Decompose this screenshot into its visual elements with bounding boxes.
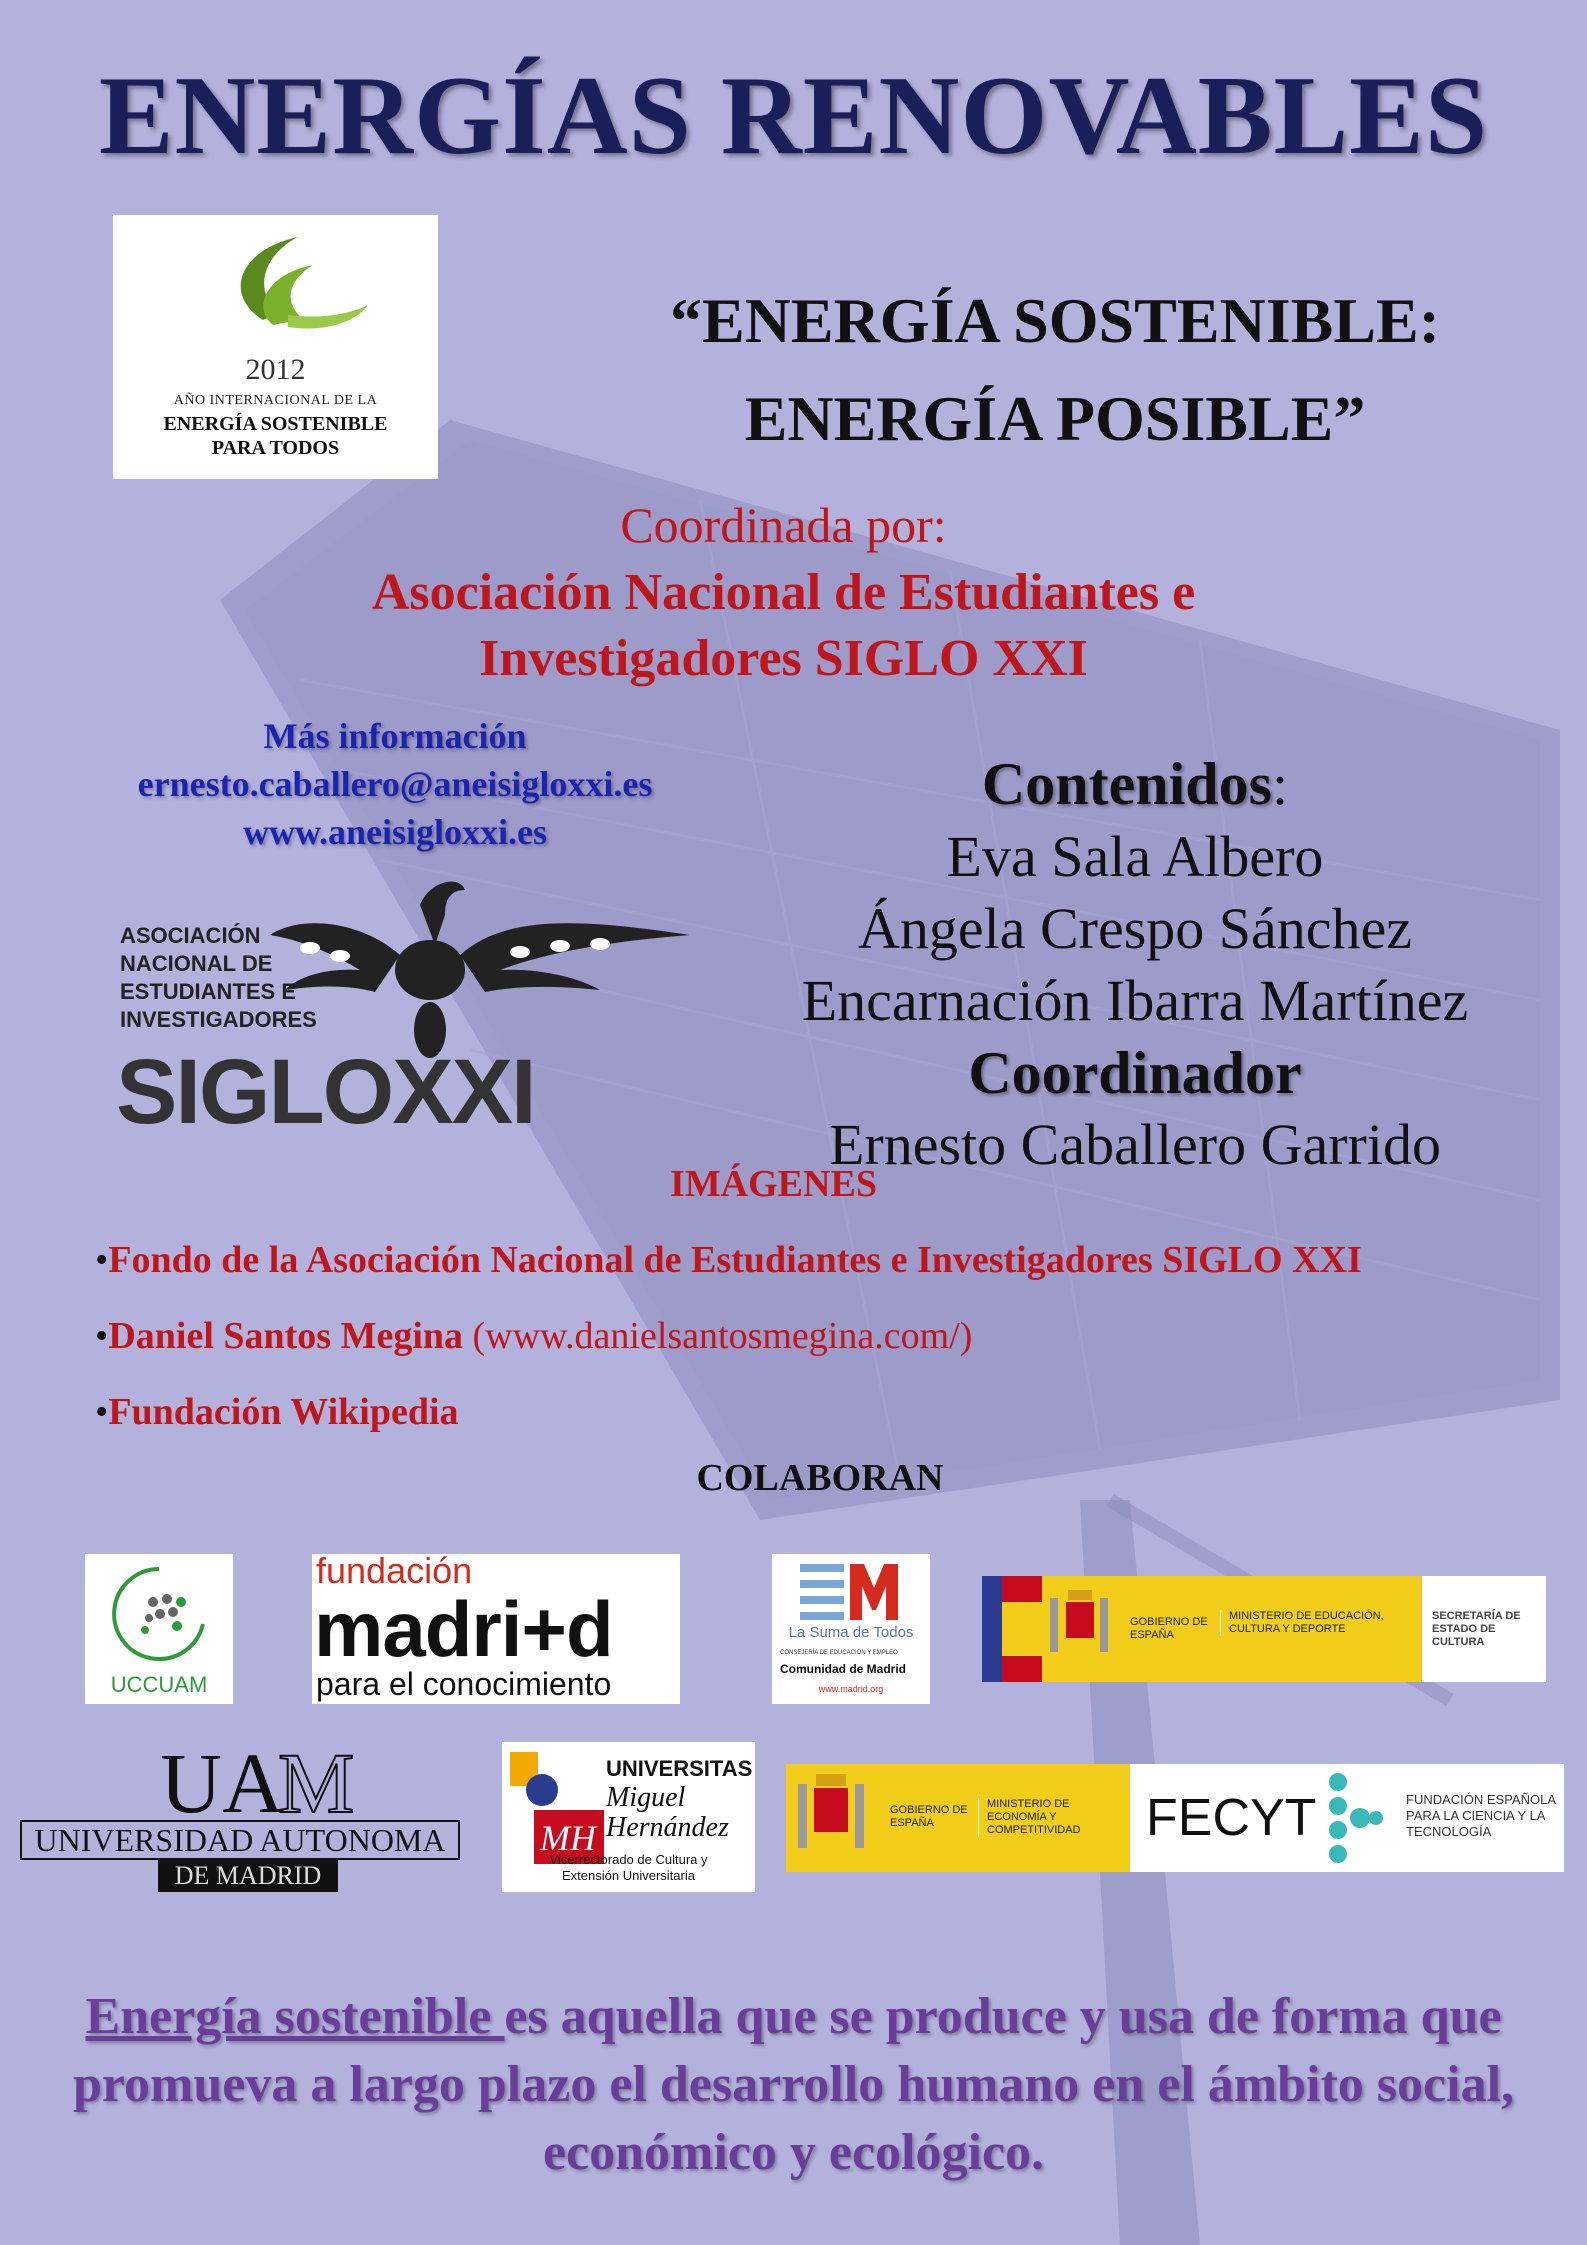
siglo-line4: INVESTIGADORES — [120, 1007, 317, 1032]
slogan — [540, 272, 1570, 468]
umh-line4: Vicerrectorado de Cultura y — [549, 1852, 708, 1867]
fecyt-gob-espana: GOBIERNO DE ESPAÑA — [890, 1804, 968, 1829]
umh-logo — [502, 1742, 755, 1892]
siglo-line1: ASOCIACIÓN — [120, 923, 261, 948]
umh-line2: Miguel — [606, 1782, 686, 1813]
spain-flag-icon — [982, 1576, 1042, 1682]
uam-line2: DE MADRID — [158, 1860, 338, 1892]
svg-text:M: M — [278, 1742, 355, 1822]
cm-tagline: La Suma de Todos — [788, 1624, 914, 1641]
bullet: • — [95, 1239, 109, 1281]
svg-text:MH: MH — [540, 1818, 596, 1858]
author-3: Encarnación Ibarra Martínez — [801, 968, 1469, 1033]
credit-1 — [95, 1238, 1362, 1282]
umh-line5: Extensión Universitaria — [562, 1868, 695, 1883]
fmadrid-mid: madri+d — [314, 1585, 613, 1673]
credit-2-url[interactable]: (www.danielsantosmegina.com/) — [463, 1315, 973, 1357]
uam-line1: UNIVERSIDAD AUTONOMA — [20, 1820, 460, 1860]
logo-line2: ENERGÍA SOSTENIBLE — [163, 413, 388, 435]
sustainable-energy-definition — [60, 1983, 1527, 2187]
fecyt-full-name: FUNDACIÓN ESPAÑOLA PARA LA CIENCIA Y LA TECNOLOGÍA — [1406, 1792, 1556, 1839]
credit-2-name: Daniel Santos Megina — [108, 1315, 464, 1357]
logo-year: 2012 — [245, 353, 306, 386]
cm-name: Comunidad de Madrid — [780, 1662, 906, 1676]
contents-colon: : — [1271, 752, 1289, 817]
definition-term: Energía sostenible — [85, 1988, 505, 2045]
contact-email[interactable]: ernesto.caballero@aneisigloxxi.es — [137, 764, 653, 804]
contents-section — [735, 748, 1535, 1181]
author-1: Eva Sala Albero — [946, 824, 1324, 889]
siglo-name: SIGLOXXI — [116, 1041, 535, 1143]
ministerio-educacion-logo — [982, 1576, 1546, 1682]
uam-monogram-icon — [20, 1742, 460, 1822]
comunidad-madrid-logo — [772, 1554, 930, 1704]
mecd-secretaria: SECRETARÍA DE ESTADO DE CULTURA — [1432, 1610, 1521, 1648]
coordinator-name: Ernesto Caballero Garrido — [828, 1112, 1441, 1177]
credit-1-text: Fondo de la Asociación Nacional de Estudiantes e Investigadores SIGLO XXI — [108, 1239, 1362, 1281]
cm-url: www.madrid.org — [818, 1684, 884, 1694]
cm-sub: CONSEJERÍA DE EDUCACIÓN Y EMPLEO — [780, 1650, 898, 1656]
website-link[interactable]: www.aneisigloxxi.es — [242, 812, 547, 852]
svg-text:UA: UA — [160, 1742, 285, 1822]
uam-logo — [20, 1742, 460, 1892]
coordinating-organization — [0, 560, 1567, 692]
mecd-ministerio: MINISTERIO DE EDUCACIÓN, CULTURA Y DEPORTE — [1220, 1610, 1419, 1636]
uccuam-logo — [85, 1554, 233, 1704]
coat-of-arms-icon — [792, 1768, 872, 1868]
org-line1: Asociación Nacional de Estudiantes e — [371, 564, 1196, 621]
mecd-gob-espana: GOBIERNO DE ESPAÑA — [1130, 1616, 1208, 1641]
contents-heading: Contenidos — [981, 751, 1272, 817]
swoosh-icon — [113, 215, 438, 355]
bullet: • — [95, 1315, 109, 1357]
umh-line1: UNIVERSITAS — [606, 1756, 753, 1781]
page-title: ENERGÍAS RENOVABLES — [98, 54, 1489, 178]
logo-2012-sustainable-energy — [113, 215, 438, 479]
logo-line3: PARA TODOS — [211, 437, 340, 459]
sigloxxi-logo — [100, 860, 700, 1150]
fundacion-madrid-logo — [312, 1550, 680, 1704]
fecyt-mineco: MINISTERIO DE ECONOMÍA Y COMPETITIVIDAD — [978, 1798, 1127, 1837]
author-2: Ángela Crespo Sánchez — [857, 896, 1413, 961]
org-line2: Investigadores SIGLO XXI — [479, 630, 1088, 687]
more-info — [40, 712, 750, 856]
uccuam-text: UCCUAM — [110, 1672, 208, 1697]
images-heading: IMÁGENES — [670, 1163, 877, 1205]
fecyt-name: FECYT — [1146, 1789, 1317, 1847]
fecyt-logo — [786, 1764, 1564, 1872]
fmadrid-bot: para el conocimiento — [316, 1666, 612, 1702]
umh-line3: Hernández — [606, 1812, 729, 1843]
more-info-heading: Más información — [263, 716, 527, 756]
slogan-line2: ENERGÍA POSIBLE” — [744, 383, 1366, 454]
definition-text: es aquella que se produce y usa de forma que promueva a largo plazo el desarrollo humano en el ámbito social, económico y ecológico. — [72, 1988, 1515, 2181]
fecyt-molecule-icon — [1318, 1764, 1388, 1872]
fmadrid-top: fundación — [316, 1550, 473, 1591]
collaborators-heading: COLABORAN — [696, 1457, 944, 1499]
siglo-line3: ESTUDIANTES E — [120, 979, 297, 1004]
coat-of-arms-icon — [1044, 1584, 1114, 1674]
credit-2 — [95, 1314, 972, 1358]
credit-3 — [95, 1390, 459, 1434]
credit-3-text: Fundación Wikipedia — [108, 1391, 459, 1433]
logo-line1: AÑO INTERNACIONAL DE LA — [173, 393, 378, 408]
bullet: • — [95, 1391, 109, 1433]
uccuam-circle-icon — [85, 1554, 233, 1669]
siglo-line2: NACIONAL DE — [120, 951, 273, 976]
coordinator-heading: Coordinador — [968, 1040, 1302, 1106]
slogan-line1: “ENERGÍA SOSTENIBLE: — [669, 285, 1441, 356]
coordinated-by-label: Coordinada por: — [620, 497, 947, 553]
cm-emblem-icon — [772, 1558, 930, 1628]
